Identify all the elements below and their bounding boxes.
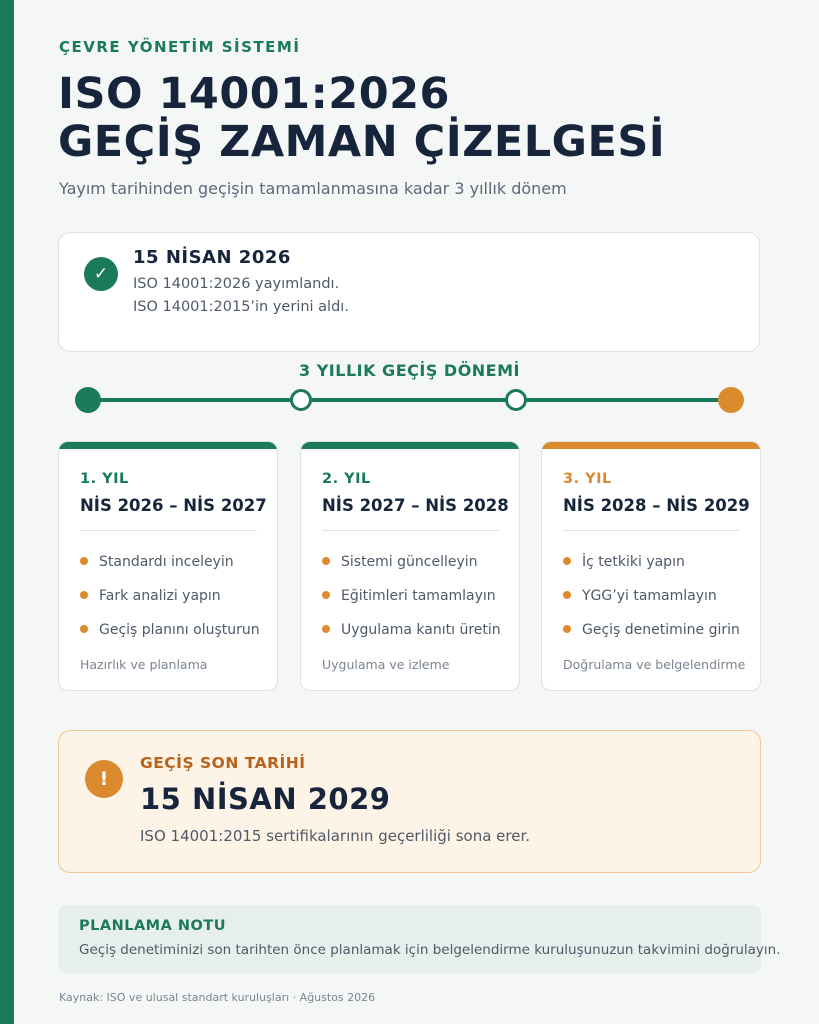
bullet-icon	[80, 625, 88, 633]
year-number: 3. YIL	[563, 471, 612, 487]
task-label: Sistemi güncelleyin	[341, 554, 478, 570]
note-title: PLANLAMA NOTU	[79, 918, 227, 934]
task-label: Fark analizi yapın	[99, 588, 221, 604]
transition-period-label: 3 YILLIK GEÇİŞ DÖNEMİ	[299, 361, 520, 380]
task-label: Geçiş denetimine girin	[582, 622, 740, 638]
bullet-icon	[80, 557, 88, 565]
year-range: NİS 2028 – NİS 2029	[563, 496, 750, 515]
bullet-icon	[322, 557, 330, 565]
year-range: NİS 2026 – NİS 2027	[80, 496, 267, 515]
left-accent-bar	[0, 0, 14, 1024]
task-label: Standardı inceleyin	[99, 554, 234, 570]
publication-card	[58, 232, 760, 352]
task-item	[80, 554, 234, 570]
year-card-topbar	[59, 442, 277, 449]
task-item	[322, 622, 501, 638]
task-item	[322, 588, 496, 604]
task-item	[563, 622, 740, 638]
planning-note	[58, 905, 781, 973]
task-label: Uygulama kanıtı üretin	[341, 622, 501, 638]
deadline-date: 15 NİSAN 2029	[140, 782, 391, 816]
year-number: 1. YIL	[80, 471, 129, 487]
year-card-topbar	[301, 442, 519, 449]
year-card-2	[300, 441, 520, 691]
bullet-icon	[563, 625, 571, 633]
eyebrow-label: ÇEVRE YÖNETİM SİSTEMİ	[59, 38, 301, 56]
deadline-label: GEÇİŞ SON TARİHİ	[140, 754, 306, 772]
bullet-icon	[563, 557, 571, 565]
timeline-start-marker	[75, 387, 101, 413]
task-item	[322, 554, 478, 570]
timeline-year-2-marker	[290, 389, 312, 411]
warning-icon: !	[85, 760, 123, 798]
timeline-year-3-marker	[505, 389, 527, 411]
deadline-card	[58, 730, 761, 873]
phase-label: Doğrulama ve belgelendirme	[563, 657, 746, 672]
divider	[563, 530, 740, 531]
year-number: 2. YIL	[322, 471, 371, 487]
phase-label: Uygulama ve izleme	[322, 657, 450, 672]
task-item	[80, 622, 260, 638]
source-footer: Kaynak: ISO ve ulusal standart kuruluşları · Ağustos 2026	[59, 991, 376, 1004]
year-range: NİS 2027 – NİS 2028	[322, 496, 509, 515]
year-card-1	[58, 441, 278, 691]
divider	[80, 530, 257, 531]
task-label: Geçiş planını oluşturun	[99, 622, 260, 638]
timeline-line	[88, 398, 731, 402]
task-item	[80, 588, 221, 604]
task-label: YGG’yi tamamlayın	[582, 588, 717, 604]
check-icon: ✓	[84, 257, 118, 291]
phase-label: Hazırlık ve planlama	[80, 657, 208, 672]
task-item	[563, 554, 685, 570]
title-line-1: ISO 14001:2026	[58, 69, 450, 119]
bullet-icon	[322, 591, 330, 599]
task-label: İç tetkiki yapın	[582, 554, 685, 570]
year-card-3	[541, 441, 761, 691]
publication-line-2: ISO 14001:2015’in yerini aldı.	[133, 299, 349, 315]
bullet-icon	[80, 591, 88, 599]
year-card-topbar	[542, 442, 760, 449]
publication-date: 15 NİSAN 2026	[133, 247, 291, 268]
title-line-2: GEÇİŞ ZAMAN ÇİZELGESİ	[58, 117, 666, 167]
timeline-end-marker	[718, 387, 744, 413]
page-subtitle: Yayım tarihinden geçişin tamamlanmasına kadar 3 yıllık dönem	[59, 179, 567, 198]
publication-line-1: ISO 14001:2026 yayımlandı.	[133, 276, 340, 292]
bullet-icon	[563, 591, 571, 599]
page-title	[58, 70, 665, 166]
bullet-icon	[322, 625, 330, 633]
task-item	[563, 588, 717, 604]
deadline-description: ISO 14001:2015 sertifikalarının geçerliliği sona erer.	[140, 827, 531, 845]
note-text: Geçiş denetiminizi son tarihten önce planlamak için belgelendirme kuruluşunuzun takvimini doğrulayın.	[79, 942, 781, 958]
task-label: Eğitimleri tamamlayın	[341, 588, 496, 604]
divider	[322, 530, 499, 531]
